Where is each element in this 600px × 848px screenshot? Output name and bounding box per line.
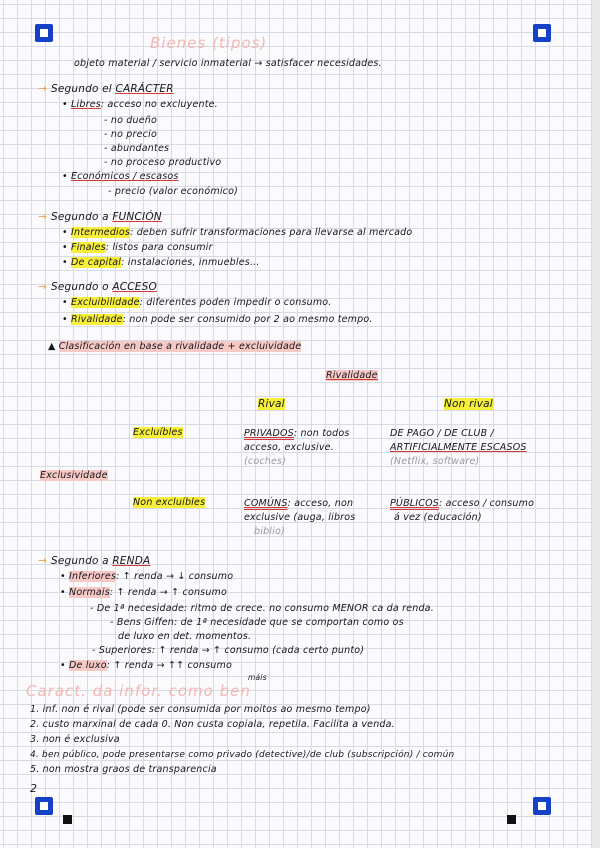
economicos-item: - precio (valor económico)	[108, 186, 238, 197]
cell-pago-2: ARTIFICIALMENTE ESCASOS	[390, 442, 527, 453]
renda-bens-giffen-2: de luxo en det. momentos.	[118, 631, 252, 642]
table-title: Rivalidade	[326, 370, 378, 381]
numbered-item-3: 3. non é exclusiva	[30, 734, 120, 745]
black-marker-left	[63, 815, 72, 824]
cell-publicos-2: á vez (educación)	[394, 512, 482, 523]
renda-inferiores: • Inferiores: ↑ renda → ↓ consumo	[60, 571, 234, 582]
corner-marker-top-left	[35, 24, 53, 42]
cell-pago-1: DE PAGO / DE CLUB /	[390, 428, 494, 439]
heading-funcion: → Segundo a FUNCIÓN	[38, 211, 162, 223]
libres-item-3: - abundantes	[104, 143, 170, 154]
cell-publicos-1: PÚBLICOS: acceso / consumo	[390, 498, 535, 509]
funcion-item-1: • Intermedios: deben sufrir transformaciones para llevarse al mercado	[62, 227, 413, 238]
side-label-exclusividade: Exclusividade	[40, 470, 108, 481]
heading-acceso: → Segundo o ACCESO	[38, 281, 157, 293]
cell-pago-3: (Netflix, software)	[390, 456, 480, 467]
libres-item-4: - no proceso productivo	[104, 157, 222, 168]
section-title-informacion: Caract. da infor. como ben	[26, 682, 251, 700]
corner-marker-bottom-right	[533, 797, 551, 815]
renda-bens-giffen: - Bens Giffen: de 1ª necesidade que se comportan como os	[110, 617, 404, 628]
corner-marker-top-right	[533, 24, 551, 42]
funcion-item-2: • Finales: listos para consumir	[62, 242, 213, 253]
corner-marker-bottom-left	[35, 797, 53, 815]
libres-item-1: - no dueño	[104, 115, 158, 126]
numbered-item-5: 5. non mostra graos de transparencia	[30, 764, 217, 775]
numbered-item-4: 4. ben público, pode presentarse como privado (detective)/de club (subscripción) / común	[30, 750, 455, 760]
heading-caracter: → Segundo el CARÁCTER	[38, 83, 174, 95]
acceso-item-1: • Excluibilidade: diferentes poden impedir o consumo.	[62, 297, 332, 308]
numbered-item-1: 1. inf. non é rival (pode ser consumida por moitos ao mesmo tempo)	[30, 704, 371, 715]
cell-comuns-1: COMÚNS: acceso, non	[244, 498, 354, 509]
luxo-note: máis	[248, 673, 267, 682]
acceso-item-2: • Rivalidade: non pode ser consumido por 2 ao mesmo tempo.	[62, 314, 373, 325]
page-number: 2	[30, 782, 37, 795]
cell-privados-3: (coches)	[244, 456, 287, 467]
cell-comuns-2: exclusive (auga, libros	[244, 512, 356, 523]
heading-renda: → Segundo a RENDA	[38, 555, 151, 567]
row-excluibles: Excluíbles	[133, 427, 183, 438]
numbered-item-2: 2. custo marxinal de cada 0. Non custa copiala, repetila. Facilita a venda.	[30, 719, 395, 730]
header-line: objeto material / servicio inmaterial → satisfacer necesidades.	[74, 58, 382, 69]
libres-item-2: - no precio	[104, 129, 157, 140]
cell-privados-1: PRIVADOS: non todos	[244, 428, 350, 439]
libres-line: • Libres: acceso no excluyente.	[62, 99, 218, 110]
funcion-item-3: • De capital: instalaciones, inmuebles...	[62, 257, 260, 268]
clasificacion-line: ▲ Clasificación en base a rivalidade + excluividade	[48, 341, 302, 352]
cell-comuns-3: biblio)	[254, 526, 285, 537]
col-nonrival: Non rival	[444, 398, 493, 410]
cell-privados-2: acceso, exclusive.	[244, 442, 334, 453]
renda-superiores: - Superiores: ↑ renda → ↑ consumo (cada certo punto)	[92, 645, 365, 656]
page-title: Bienes (tipos)	[150, 34, 268, 52]
renda-normais: • Normais: ↑ renda → ↑ consumo	[60, 587, 228, 598]
economicos-line: • Económicos / escasos	[62, 171, 179, 182]
black-marker-right	[507, 815, 516, 824]
renda-primeira-necesidade: - De 1ª necesidade: ritmo de crece. no consumo MENOR ca da renda.	[90, 603, 434, 614]
col-rival: Rival	[258, 398, 285, 410]
row-nonexcluibles: Non excluíbles	[133, 497, 206, 508]
renda-de-luxo: • De luxo: ↑ renda → ↑↑ consumo	[60, 660, 232, 671]
